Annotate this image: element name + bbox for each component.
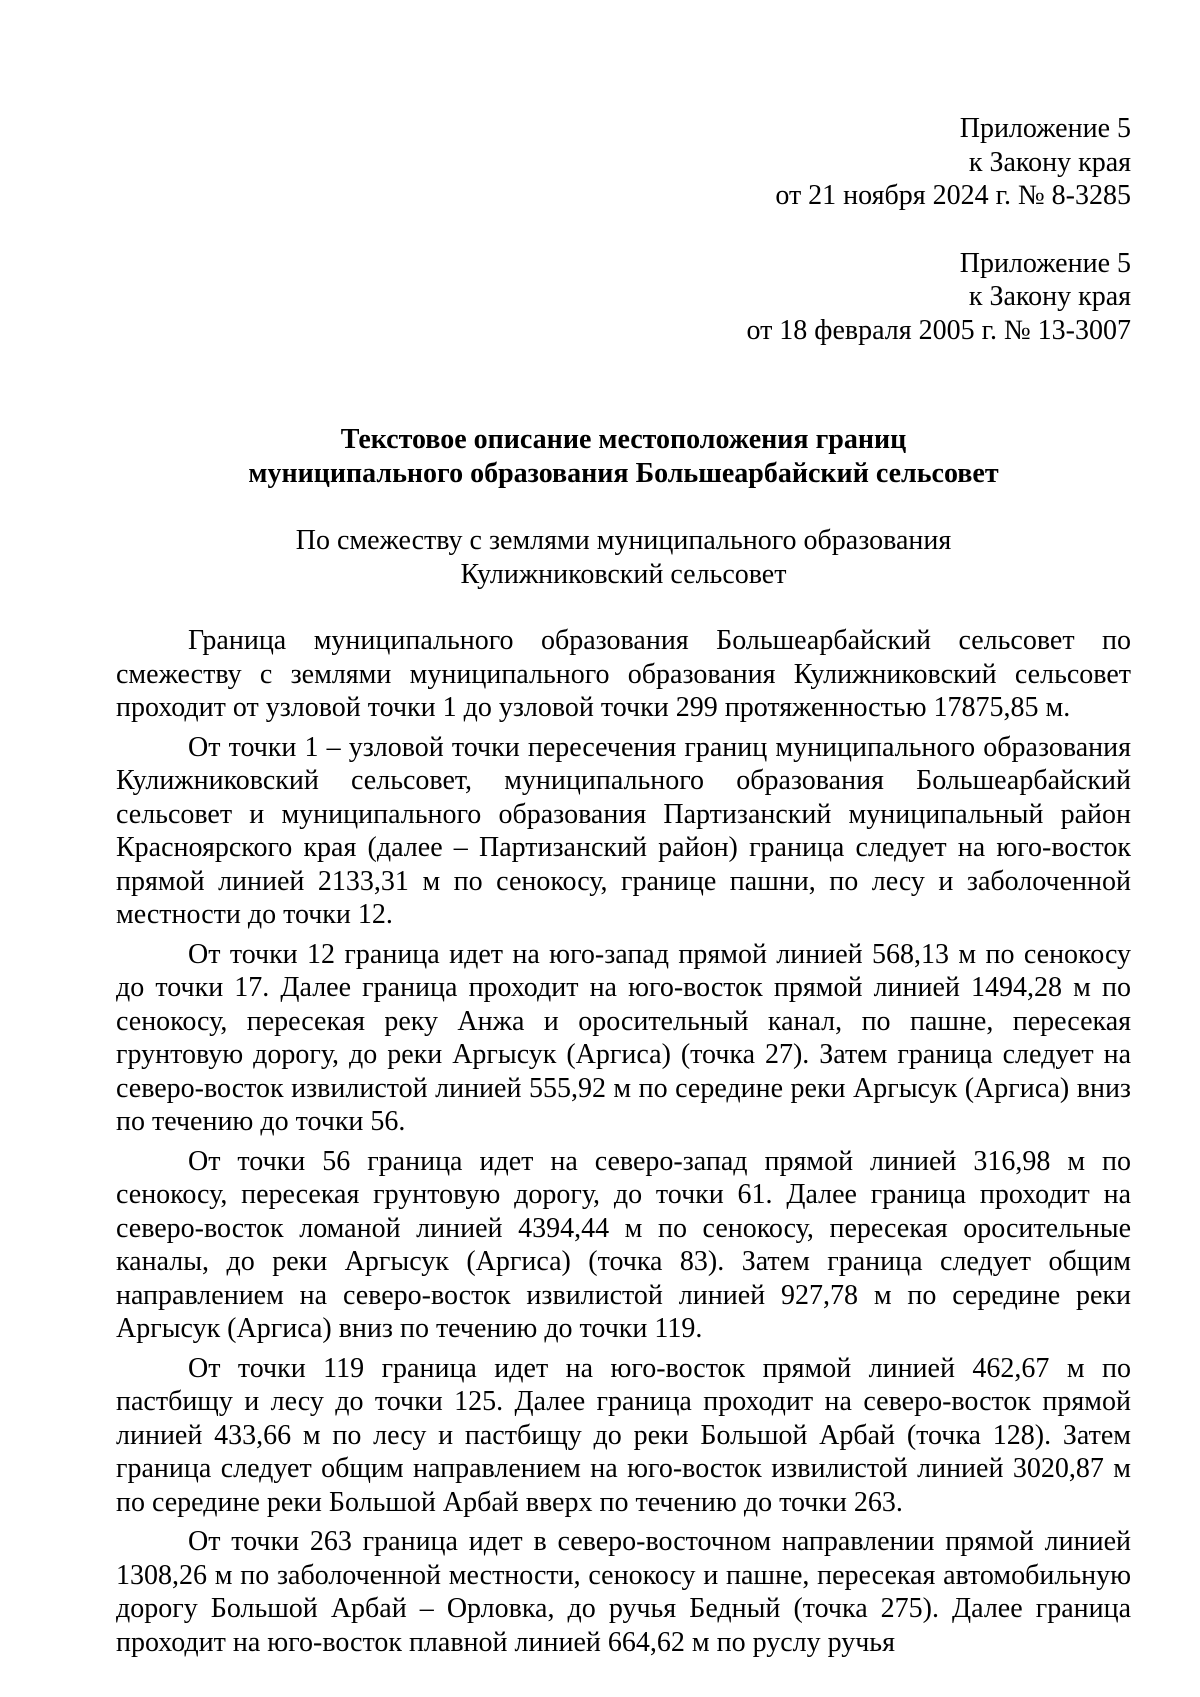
body-text <box>116 624 1131 1659</box>
appendix-block-current <box>116 112 1131 213</box>
appendix-label: Приложение 5 <box>959 113 1131 144</box>
document-page <box>116 112 1131 1659</box>
appendix-label: Приложение 5 <box>959 247 1131 279</box>
section-heading-line-2: Кулижниковский сельсовет <box>460 558 787 590</box>
paragraph-5: От точки 119 граница идет на юго-восток прямой линией 462,67 м по пастбищу и лесу до точки 125. Далее граница проходит на северо-восток прямой линией 433,66 м по лесу и пастбищу до реки Большой Арбай (точка 128). Затем граница следует общим направлением на юго-восток извилистой линией 3020,87 м по середине реки Большой Арбай вверх по течению до точки 263. <box>116 1352 1131 1518</box>
appendix-date: от 21 ноября 2024 г. № 8-3285 <box>775 180 1131 211</box>
appendix-law-ref: к Закону края <box>968 281 1131 312</box>
document-title-line-1: Текстовое описание местоположения границ <box>340 424 907 455</box>
appendix-block-original <box>116 247 1131 348</box>
document-title-line-2: муниципального образования Большеарбайский сельсовет <box>248 457 999 489</box>
paragraph-1: Граница муниципального образования Большеарбайский сельсовет по смежеству с землями муниципального образования Кулижниковский сельсовет проходит от узловой точки 1 до узловой точки 299 протяженностью 17875,85 м. <box>116 625 1131 723</box>
appendix-law-ref: к Закону края <box>968 146 1131 178</box>
paragraph-4: От точки 56 граница идет на северо-запад прямой линией 316,98 м по сенокосу, пересекая грунтовую дорогу, до точки 61. Далее граница проходит на северо-восток ломаной линией 4394,44 м по сенокосу, пересекая оросительные каналы, до реки Аргысук (Аргиса) (точка 83). Затем граница следует общим направлением на северо-восток извилистой линией 927,78 м по середине реки Аргысук (Аргиса) вниз по течению до точки 119. <box>116 1145 1131 1344</box>
paragraph-6: От точки 263 граница идет в северо-восточном направлении прямой линией 1308,26 м по заболоченной местности, сенокосу и пашне, пересекая автомобильную дорогу Большой Арбай – Орловка, до ручья Бедный (точка 275). Далее граница проходит на юго-восток плавной линией 664,62 м по руслу ручья <box>116 1526 1131 1658</box>
paragraph-2: От точки 1 – узловой точки пересечения границ муниципального образования Кулижниковский сельсовет, муниципального образования Большеарбайский сельсовет и муниципального образования Партизанский муниципальный район Красноярского края (далее – Партизанский район) граница следует на юго-восток прямой линией 2133,31 м по сенокосу, границе пашни, по лесу и заболоченной местности до точки 12. <box>116 731 1131 930</box>
section-heading <box>116 524 1131 591</box>
appendix-date: от 18 февраля 2005 г. № 13-3007 <box>746 314 1131 346</box>
section-heading-line-1: По смежеству с землями муниципального образования <box>295 525 952 556</box>
document-title <box>116 423 1131 490</box>
paragraph-3: От точки 12 граница идет на юго-запад прямой линией 568,13 м по сенокосу до точки 17. Далее граница проходит на юго-восток прямой линией 1494,28 м по сенокосу, пересекая реку Анжа и оросительный канал, по пашне, пересекая грунтовую дорогу, до реки Аргысук (Аргиса) (точка 27). Затем граница следует на северо-восток извилистой линией 555,92 м по середине реки Аргысук (Аргиса) вниз по течению до точки 56. <box>116 938 1131 1137</box>
